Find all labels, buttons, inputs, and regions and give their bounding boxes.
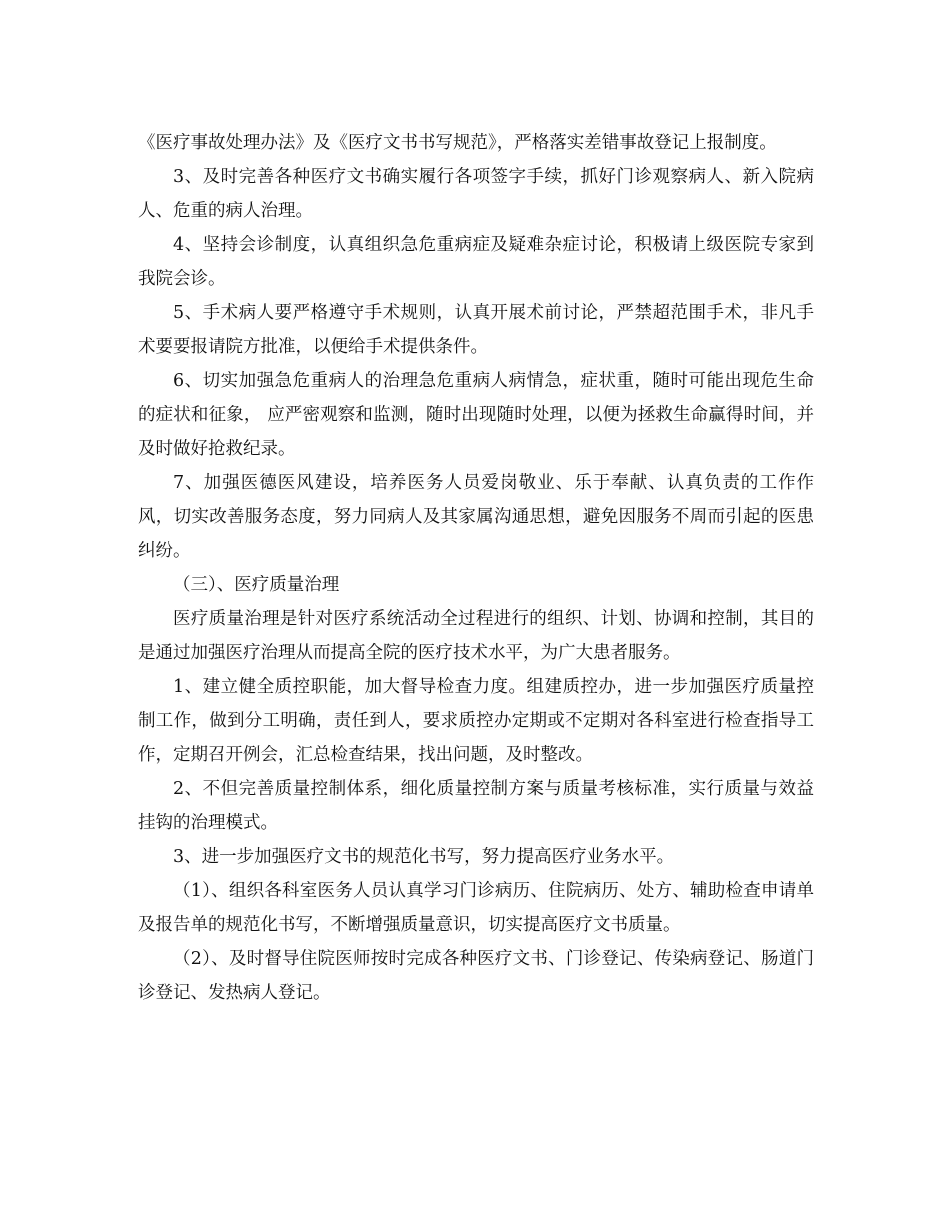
section-heading: （三）、医疗质量治理 <box>173 575 340 595</box>
paragraph-item-5: 5、手术病人要严格遵守手术规则，认真开展术前讨论，严禁超范围手术，非凡手术要要报请院方批准，以便给手术提供条件。 <box>138 303 814 357</box>
document-body <box>138 126 814 1010</box>
paragraph-item-3b: 3、进一步加强医疗文书的规范化书写，努力提高医疗业务水平。 <box>173 847 675 867</box>
section-intro: 医疗质量治理是针对医疗系统活动全过程进行的组织、计划、协调和控制，其目的是通过加强医疗治理从而提高全院的医疗技术水平，为广大患者服务。 <box>138 609 814 663</box>
paragraph-item-3: 3、及时完善各种医疗文书确实履行各项签字手续，抓好门诊观察病人、新入院病人、危重的病人治理。 <box>138 167 814 221</box>
paragraph-item-1: 1、建立健全质控职能，加大督导检查力度。组建质控办，进一步加强医疗质量控制工作，做到分工明确，责任到人，要求质控办定期或不定期对各科室进行检查指导工作，定期召开例会，汇总检查结果，找出问题，及时整改。 <box>138 677 814 765</box>
paragraph-continuation: 《医疗事故处理办法》及《医疗文书书写规范》，严格落实差错事故登记上报制度。 <box>138 133 777 153</box>
paragraph-item-6: 6、切实加强急危重病人的治理急危重病人病情急，症状重，随时可能出现危生命的症状和征象， 应严密观察和监测，随时出现随时处理，以便为拯救生命赢得时间，并及时做好抢救纪录。 <box>138 371 814 459</box>
paragraph-item-7: 7、加强医德医风建设，培养医务人员爱岗敬业、乐于奉献、认真负责的工作作风，切实改善服务态度，努力同病人及其家属沟通思想，避免因服务不周而引起的医患纠纷。 <box>138 473 814 561</box>
subparagraph-2: （2）、及时督导住院医师按时完成各种医疗文书、门诊登记、传染病登记、肠道门诊登记、发热病人登记。 <box>138 949 814 1003</box>
paragraph-item-2: 2、不但完善质量控制体系，细化质量控制方案与质量考核标准，实行质量与效益挂钩的治理模式。 <box>138 779 814 833</box>
subparagraph-1: （1）、组织各科室医务人员认真学习门诊病历、住院病历、处方、辅助检查申请单及报告单的规范化书写，不断增强质量意识，切实提高医疗文书质量。 <box>138 881 814 935</box>
paragraph-item-4: 4、坚持会诊制度，认真组织急危重病症及疑难杂症讨论，积极请上级医院专家到我院会诊。 <box>138 235 814 289</box>
